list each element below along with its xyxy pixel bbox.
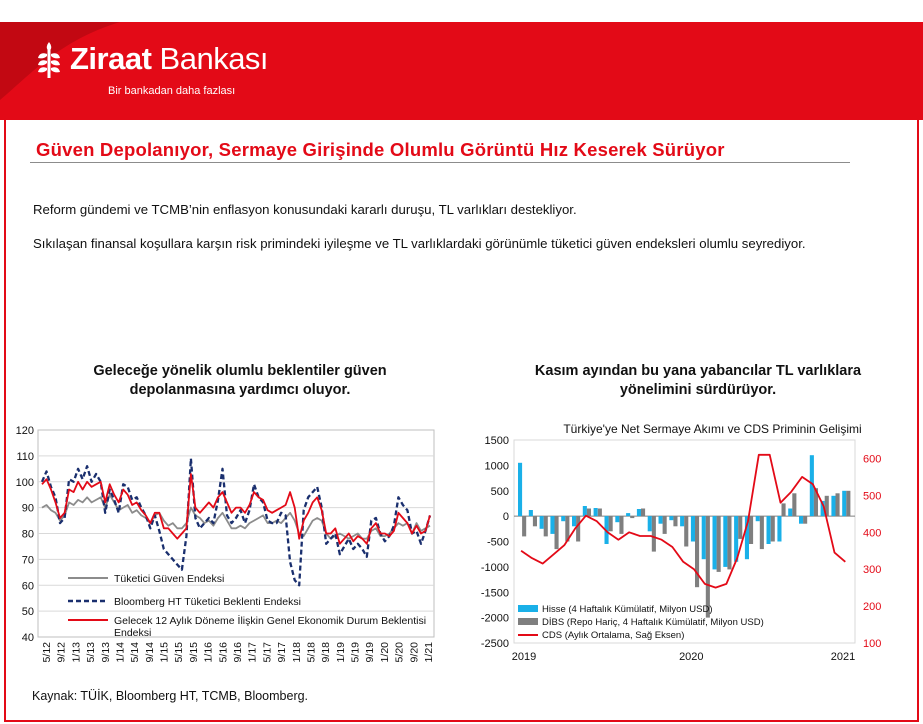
bar-hisse bbox=[669, 516, 673, 520]
bar-hisse bbox=[799, 516, 803, 524]
legend-label: Hisse (4 Haftalık Kümülatif, Milyon USD) bbox=[542, 604, 713, 615]
legend-label: Bloomberg HT Tüketici Beklenti Endeksi bbox=[114, 596, 301, 608]
legend-label-cont: Endeksi bbox=[114, 627, 152, 639]
bar-hisse bbox=[831, 496, 835, 516]
brand-tagline: Bir bankadan daha fazlası bbox=[108, 85, 236, 97]
y-tick-label: 1500 bbox=[484, 435, 509, 447]
x-tick-label: 1/14 bbox=[114, 642, 127, 663]
x-tick-label: 9/16 bbox=[232, 642, 244, 663]
x-tick-label: 5/18 bbox=[305, 642, 318, 663]
bar-hisse bbox=[572, 516, 576, 526]
bar-dibs bbox=[727, 516, 731, 569]
bar-hisse bbox=[583, 506, 587, 516]
bar-dibs bbox=[652, 516, 656, 552]
x-tick-label: 5/20 bbox=[393, 642, 406, 663]
bar-hisse bbox=[518, 463, 522, 516]
y2-tick-label: 500 bbox=[863, 490, 882, 503]
bar-dibs bbox=[846, 491, 850, 516]
bar-hisse bbox=[680, 516, 684, 526]
brand-logo[interactable] bbox=[36, 40, 268, 78]
bar-dibs bbox=[663, 516, 667, 534]
x-tick-label: 5/14 bbox=[129, 642, 142, 663]
bar-hisse bbox=[529, 510, 533, 516]
y-tick-label: 40 bbox=[21, 632, 34, 644]
page-title: Güven Depolanıyor, Sermaye Girişinde Olumlu Görüntü Hız Keserek Sürüyor bbox=[36, 139, 725, 160]
x-tick-label: 5/19 bbox=[349, 642, 362, 663]
x-tick-label: 9/17 bbox=[276, 642, 289, 663]
x-tick-label: 1/18 bbox=[290, 642, 303, 663]
bar-dibs bbox=[771, 516, 775, 541]
x-tick-label: 2021 bbox=[830, 651, 856, 663]
legend-swatch bbox=[518, 605, 538, 612]
bar-hisse bbox=[659, 516, 663, 524]
bar-hisse bbox=[561, 516, 565, 521]
y-tick-label: 60 bbox=[21, 580, 34, 593]
bar-hisse bbox=[637, 509, 641, 516]
bar-dibs bbox=[587, 509, 591, 517]
y-tick-label: 100 bbox=[15, 476, 34, 489]
x-tick-label: 1/20 bbox=[378, 642, 391, 663]
bar-hisse bbox=[594, 508, 598, 516]
legend-label: CDS (Aylık Ortalama, Sağ Eksen) bbox=[542, 630, 685, 641]
bar-hisse bbox=[756, 516, 760, 521]
bar-dibs bbox=[533, 516, 537, 526]
bar-dibs bbox=[673, 516, 677, 526]
x-tick-label: 1/21 bbox=[423, 642, 435, 663]
legend-swatch bbox=[518, 618, 538, 625]
bar-dibs bbox=[619, 516, 623, 534]
x-tick-label: 9/14 bbox=[143, 642, 156, 663]
y-tick-label: -2500 bbox=[480, 638, 509, 650]
brand-name: Ziraat Bankası bbox=[70, 41, 269, 76]
bar-hisse bbox=[767, 516, 771, 544]
bar-dibs bbox=[576, 516, 580, 541]
bar-dibs bbox=[544, 516, 548, 536]
bar-hisse bbox=[702, 516, 706, 559]
bar-dibs bbox=[836, 493, 840, 516]
bar-dibs bbox=[684, 516, 688, 546]
bar-hisse bbox=[723, 516, 727, 567]
bar-dibs bbox=[630, 516, 634, 518]
bar-dibs bbox=[738, 516, 742, 539]
y2-tick-label: 200 bbox=[863, 601, 882, 614]
x-tick-label: 9/15 bbox=[187, 642, 200, 663]
y2-tick-label: 400 bbox=[863, 527, 882, 540]
y-tick-label: 90 bbox=[21, 502, 34, 515]
bar-dibs bbox=[749, 516, 753, 544]
chart-title: Türkiye'ye Net Sermaye Akımı ve CDS Priminin Gelişimi bbox=[563, 422, 862, 436]
bar-dibs bbox=[803, 516, 807, 524]
legend-label: DİBS (Repo Hariç, 4 Haftalık Kümülatif, Milyon USD) bbox=[542, 617, 764, 628]
y-tick-label: 50 bbox=[21, 606, 34, 619]
y-tick-label: 500 bbox=[490, 485, 509, 498]
x-tick-label: 5/12 bbox=[41, 642, 53, 663]
bar-dibs bbox=[792, 493, 796, 516]
bar-dibs bbox=[598, 509, 602, 517]
y2-tick-label: 300 bbox=[863, 564, 882, 577]
bar-dibs bbox=[609, 516, 613, 531]
bar-hisse bbox=[615, 516, 619, 522]
bar-hisse bbox=[550, 516, 554, 534]
x-tick-label: 5/16 bbox=[217, 642, 230, 663]
x-tick-label: 1/16 bbox=[202, 642, 215, 663]
bar-hisse bbox=[842, 491, 846, 516]
bar-dibs bbox=[641, 509, 645, 517]
y-tick-label: 80 bbox=[21, 528, 34, 541]
wheat-icon bbox=[36, 40, 62, 78]
y-tick-label: 70 bbox=[21, 554, 34, 567]
bar-hisse bbox=[648, 516, 652, 531]
y-tick-label: 110 bbox=[16, 450, 34, 463]
y-tick-label: -1500 bbox=[480, 587, 509, 600]
x-tick-label: 9/12 bbox=[55, 642, 68, 663]
left-panel-title: Geleceğe yönelik olumlu beklentiler güven depolanmasına yardımcı oluyor. bbox=[93, 363, 387, 398]
paragraph-1: Reform gündemi ve TCMB’nin enflasyon konusundaki kararlı duruşu, TL varlıkları destekliyor. bbox=[33, 202, 577, 217]
x-tick-label: 9/19 bbox=[364, 642, 377, 663]
bar-hisse bbox=[713, 516, 717, 569]
bar-hisse bbox=[777, 516, 781, 541]
paragraph-2: Sıkılaşan finansal koşullara karşın risk primindeki iyileşme ve TL varlıklardaki görünümle tüketici güven endeksleri olumlu seyrediyor. bbox=[33, 236, 806, 251]
title-divider bbox=[30, 162, 850, 163]
confidence-index-chart bbox=[10, 420, 442, 670]
y-tick-label: -500 bbox=[486, 536, 509, 549]
bar-hisse bbox=[626, 513, 630, 516]
bar-hisse bbox=[540, 516, 544, 529]
x-tick-label: 9/13 bbox=[99, 642, 112, 663]
bar-dibs bbox=[555, 516, 559, 549]
x-tick-label: 5/13 bbox=[85, 642, 98, 663]
x-tick-label: 1/13 bbox=[70, 642, 83, 663]
x-tick-label: 5/15 bbox=[173, 642, 186, 663]
x-tick-label: 1/17 bbox=[246, 642, 259, 663]
y-tick-label: 1000 bbox=[484, 460, 509, 473]
y-tick-label: -1000 bbox=[480, 561, 509, 574]
legend-label: Tüketici Güven Endeksi bbox=[114, 573, 225, 585]
legend-label: Gelecek 12 Aylık Döneme İlişkin Genel Ekonomik Durum Beklentisi bbox=[114, 615, 427, 627]
x-tick-label: 2020 bbox=[679, 651, 704, 663]
x-tick-label: 2019 bbox=[511, 651, 537, 663]
x-tick-label: 9/20 bbox=[408, 642, 421, 663]
y-tick-label: -2000 bbox=[480, 612, 509, 625]
y2-tick-label: 600 bbox=[863, 453, 882, 466]
bar-dibs bbox=[522, 516, 526, 536]
bar-dibs bbox=[760, 516, 764, 549]
bar-dibs bbox=[717, 516, 721, 572]
source-note: Kaynak: TÜİK, Bloomberg HT, TCMB, Bloomberg. bbox=[32, 689, 309, 703]
right-panel-title: Kasım ayından bu yana yabancılar TL varlıklara yönelimini sürdürüyor. bbox=[534, 363, 862, 398]
capital-flow-chart bbox=[472, 415, 897, 670]
bar-hisse bbox=[788, 509, 792, 517]
x-tick-label: 9/18 bbox=[320, 642, 333, 663]
x-tick-label: 5/17 bbox=[261, 642, 274, 663]
x-tick-label: 1/15 bbox=[158, 642, 171, 663]
y-tick-label: 120 bbox=[15, 425, 34, 437]
bar-hisse bbox=[691, 516, 695, 541]
y2-tick-label: 100 bbox=[863, 638, 882, 650]
x-tick-label: 1/19 bbox=[334, 642, 347, 663]
bar-dibs bbox=[706, 516, 710, 618]
y-tick-label: 0 bbox=[502, 511, 509, 524]
bar-dibs bbox=[782, 503, 786, 516]
